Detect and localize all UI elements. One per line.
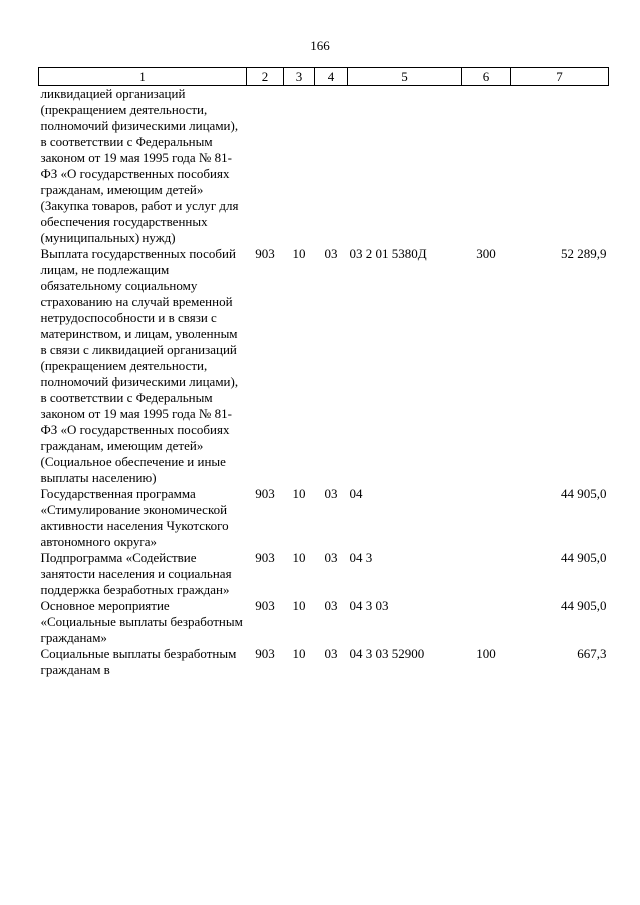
row-section <box>284 86 315 247</box>
table-row <box>39 486 609 550</box>
row-target-article <box>348 86 462 247</box>
column-header-1: 1 <box>39 68 247 86</box>
row-subsection: 03 <box>324 598 338 613</box>
row-section: 10 <box>292 550 306 565</box>
row-subsection: 03 <box>324 550 338 565</box>
table-row <box>39 246 609 486</box>
row-expense-type <box>462 86 511 247</box>
column-header-row <box>39 68 609 86</box>
row-expense-type <box>462 486 511 550</box>
row-ministry-code: 903 <box>255 598 275 613</box>
row-section: 10 <box>292 646 306 661</box>
row-expense-type: 300 <box>476 246 496 261</box>
row-target-article: 04 3 03 <box>349 598 389 613</box>
column-header-5: 5 <box>348 68 462 86</box>
row-ministry-code: 903 <box>255 486 275 501</box>
column-header-4: 4 <box>315 68 348 86</box>
row-amount: 52 289,9 <box>561 246 607 261</box>
row-description: Выплата государственных пособий лицам, не подлежащим обязательному социальному страхованию на случай временной нетрудоспособности и в связи с материнством, и лицам, уволенным в связи с ликвидацией организаций (прекращением деятельности, полномочий физическими лицами), в соответствии с Федеральным законом от 19 мая 1995 года № 81- ФЗ «О государственных пособиях гражданам, имеющим детей» (Социальное обеспечение и иные выплаты населению) <box>40 246 239 485</box>
table-row <box>39 550 609 598</box>
column-header-3: 3 <box>284 68 315 86</box>
row-target-article: 04 <box>349 486 363 501</box>
row-description: Государственная программа «Стимулирование экономической активности населения Чукотского автономного округа» <box>40 486 229 549</box>
column-header-6: 6 <box>462 68 511 86</box>
row-expense-type <box>462 550 511 598</box>
row-section: 10 <box>292 598 306 613</box>
row-subsection: 03 <box>324 246 338 261</box>
column-header-7: 7 <box>511 68 609 86</box>
budget-table <box>38 67 609 678</box>
row-description: Подпрограмма «Содействие занятости населения и социальная поддержка безработных граждан» <box>40 550 232 597</box>
row-description: Основное мероприятие «Социальные выплаты безработным гражданам» <box>40 598 243 645</box>
row-section: 10 <box>292 486 306 501</box>
page-number: 166 <box>310 38 330 53</box>
row-description: Социальные выплаты безработным гражданам в <box>40 646 237 677</box>
table-row <box>39 86 609 247</box>
row-expense-type <box>462 598 511 646</box>
row-amount: 667,3 <box>577 646 607 661</box>
row-amount: 44 905,0 <box>561 486 607 501</box>
table-row <box>39 598 609 646</box>
row-subsection: 03 <box>324 486 338 501</box>
row-target-article: 03 2 01 5380Д <box>349 246 427 261</box>
row-target-article: 04 3 03 52900 <box>349 646 425 661</box>
row-ministry-code: 903 <box>255 550 275 565</box>
row-amount: 44 905,0 <box>561 550 607 565</box>
row-amount: 44 905,0 <box>561 598 607 613</box>
row-subsection <box>315 86 348 247</box>
row-ministry-code <box>247 86 284 247</box>
column-header-2: 2 <box>247 68 284 86</box>
row-target-article: 04 3 <box>349 550 373 565</box>
row-subsection: 03 <box>324 646 338 661</box>
row-ministry-code: 903 <box>255 646 275 661</box>
row-description: ликвидацией организаций (прекращением деятельности, полномочий физическими лицами), в соответствии с Федеральным законом от 19 мая 1995 года № 81- ФЗ «О государственных пособиях гражданам, имеющим детей» (Закупка товаров, работ и услуг для обеспечения государственных (муниципальных) нужд) <box>40 86 239 245</box>
row-expense-type: 100 <box>476 646 496 661</box>
table-row <box>39 646 609 678</box>
row-amount <box>511 86 609 247</box>
row-ministry-code: 903 <box>255 246 275 261</box>
row-section: 10 <box>292 246 306 261</box>
